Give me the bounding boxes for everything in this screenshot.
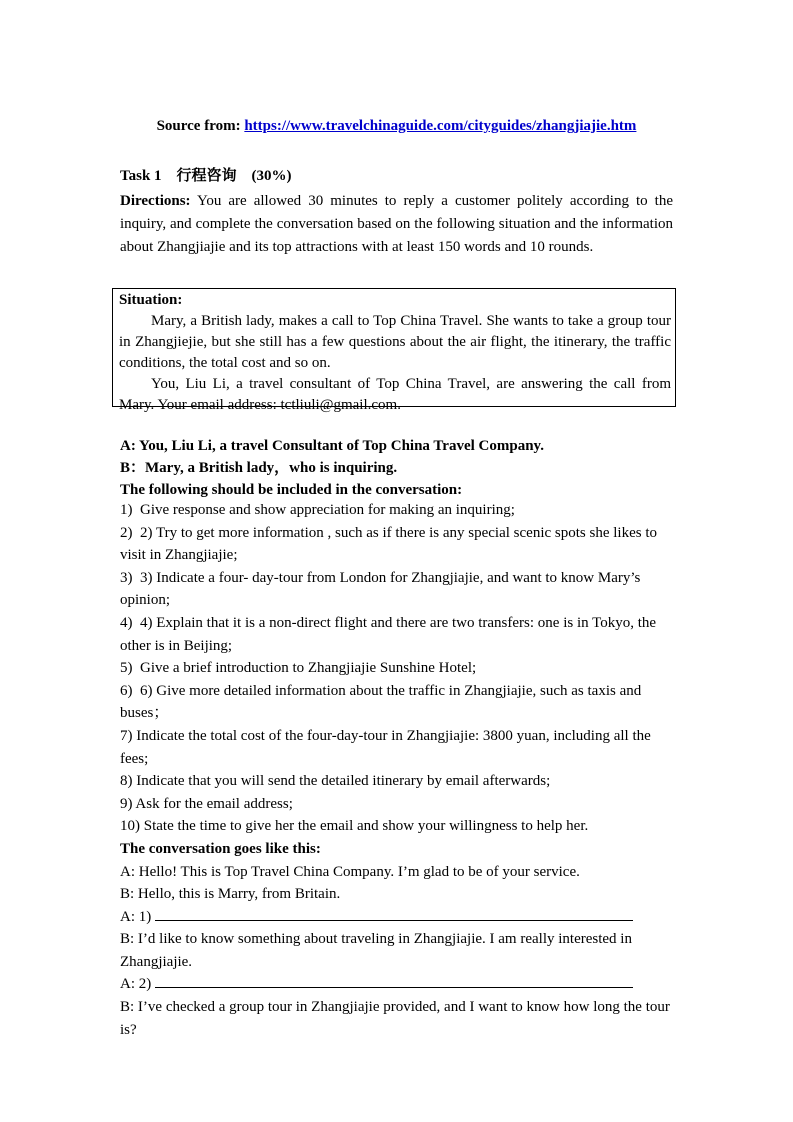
speaker-prompt: A: 1) <box>120 908 152 925</box>
conversation-line: B: Hello, this is Marry, from Britain. <box>120 886 341 903</box>
speaker-prompt: A: 2) <box>120 976 152 993</box>
conversation-heading: The conversation goes like this: <box>120 840 321 857</box>
conversation-line-blank-1 <box>120 906 676 929</box>
conversation-line: B: I’d like to know something about traveling in Zhangjiajie. I am really interested in Zhangjiajie. <box>120 931 632 970</box>
list-item: 7) Indicate the total cost of the four-day-tour in Zhangjiajie: 3800 yuan, including all the fees; <box>120 727 651 767</box>
list-item: 8) Indicate that you will send the detailed itinerary by email afterwards; <box>120 773 551 790</box>
source-label: Source from: <box>156 118 241 134</box>
conversation-line-blank-2 <box>120 973 676 996</box>
situation-paragraph-1: Mary, a British lady, makes a call to Top China Travel. She wants to take a group tour in Zhangjiejie, but she still has a few questions about the air flight, the itinerary, the traffic conditions, the total cost and so on. <box>119 313 671 371</box>
situation-box <box>112 288 676 413</box>
list-item: 6) 6) Give more detailed information about the traffic in Zhangjiajie, such as taxis and buses； <box>120 682 642 722</box>
list-item: 3) 3) Indicate a four- day-tour from London for Zhangjiajie, and want to know Mary’s opinion; <box>120 569 641 609</box>
directions-paragraph <box>120 190 673 259</box>
answer-blank-2[interactable] <box>155 973 633 988</box>
list-item: 9) Ask for the email address; <box>120 795 293 812</box>
conversation-line: B: I’ve checked a group tour in Zhangjiajie provided, and I want to know how long the tour is? <box>120 999 670 1038</box>
source-line <box>0 118 793 135</box>
requirements-heading: The following should be included in the conversation: <box>120 482 463 498</box>
role-a: A: You, Liu Li, a travel Consultant of Top China Travel Company. <box>120 438 544 454</box>
answer-blank-1[interactable] <box>155 906 633 921</box>
situation-title: Situation: <box>119 292 183 308</box>
directions-label: Directions: <box>120 193 191 209</box>
list-item: 10) State the time to give her the email and show your willingness to help her. <box>120 818 589 835</box>
situation-paragraph-2: You, Liu Li, a travel consultant of Top China Travel, are answering the call from Mary. Your email address: tctliuli@gmail.com. <box>119 376 671 413</box>
role-b: B：Mary, a British lady，who is inquiring. <box>120 460 398 476</box>
list-item: 2) 2) Try to get more information , such as if there is any special scenic spots she likes to visit in Zhangjiajie; <box>120 524 657 564</box>
list-item: 4) 4) Explain that it is a non-direct flight and there are two transfers: one is in Tokyo, the other is in Beijing; <box>120 614 657 654</box>
task-heading: Task 1 行程咨询 (30%) <box>120 168 292 184</box>
conversation-line: A: Hello! This is Top Travel China Company. I’m glad to be of your service. <box>120 863 580 880</box>
list-item: 1) Give response and show appreciation for making an inquiring; <box>120 502 515 518</box>
source-link[interactable]: https://www.travelchinaguide.com/cityguides/zhangjiajie.htm <box>244 118 637 134</box>
requirements-list <box>120 499 676 1041</box>
directions-text: You are allowed 30 minutes to reply a customer politely according to the inquiry, and complete the conversation based on the following situation and the information about Zhangjiajie and its top attractions with at least 150 words and 10 rounds. <box>120 193 673 255</box>
roles-block <box>120 435 680 501</box>
list-item: 5) Give a brief introduction to Zhangjiajie Sunshine Hotel; <box>120 660 477 677</box>
